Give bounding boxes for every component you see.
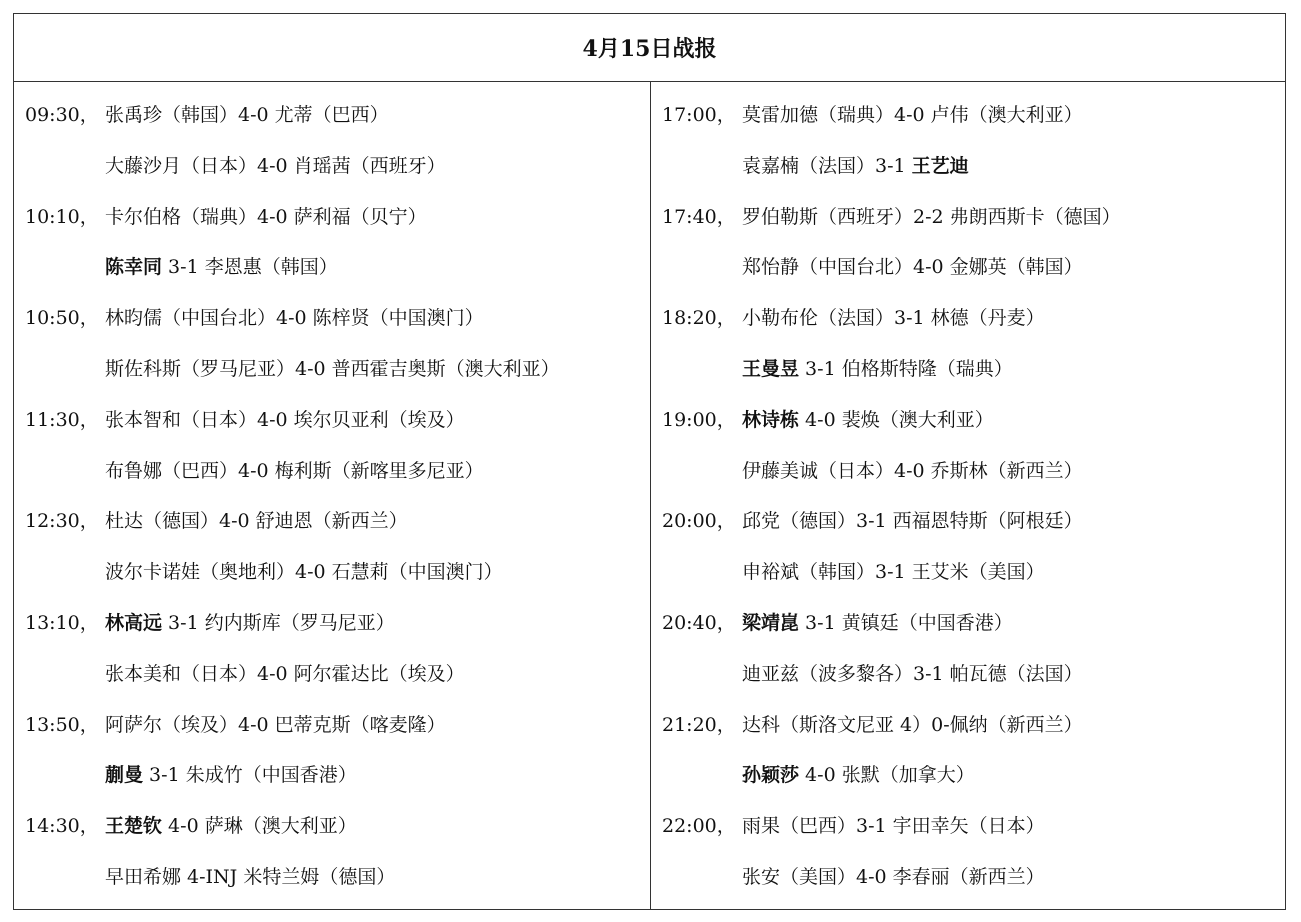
match-time: 13:50， xyxy=(25,713,99,736)
match-line xyxy=(662,750,1285,801)
match-time: 13:10， xyxy=(25,611,99,634)
match-result xyxy=(105,801,357,852)
match-result xyxy=(742,700,1083,751)
match-result xyxy=(105,852,395,903)
morning-column xyxy=(14,82,651,909)
player-name-highlight: 王曼昱 xyxy=(742,357,800,380)
match-result-text: 雨果（巴西）3-1 宇田幸矢（日本） xyxy=(742,815,1045,838)
match-indent xyxy=(25,446,105,497)
match-time: 11:30， xyxy=(25,408,99,431)
match-time: 14:30， xyxy=(25,815,99,838)
match-time: 17:00， xyxy=(662,104,736,126)
match-line xyxy=(25,750,650,801)
match-result xyxy=(105,141,446,192)
match-line xyxy=(25,90,650,141)
match-result-text: 阿萨尔（埃及）4-0 巴蒂克斯（喀麦隆） xyxy=(105,713,446,736)
match-line xyxy=(662,700,1285,751)
match-result xyxy=(105,242,338,293)
match-indent xyxy=(662,649,742,700)
match-result xyxy=(742,852,1045,903)
match-time: 12:30， xyxy=(25,510,99,533)
match-result xyxy=(105,344,560,395)
match-line xyxy=(662,90,1285,141)
report-title: 4月15日战报 xyxy=(14,14,1285,82)
match-line xyxy=(25,801,650,852)
match-result xyxy=(742,598,1013,649)
match-result xyxy=(105,293,484,344)
player-name-highlight: 王楚钦 xyxy=(105,815,163,838)
match-line xyxy=(662,649,1285,700)
match-result-text: 4-0 张默（加拿大） xyxy=(799,764,975,787)
match-line xyxy=(662,344,1285,395)
match-result xyxy=(105,700,446,751)
match-time: 17:40， xyxy=(662,205,736,228)
match-result-text: 小勒布伦（法国）3-1 林德（丹麦） xyxy=(742,307,1045,330)
match-result xyxy=(742,446,1083,497)
match-result-text: 3-1 伯格斯特隆（瑞典） xyxy=(799,357,1013,380)
match-result-text: 罗伯勒斯（西班牙）2-2 弗朗西斯卡（德国） xyxy=(742,205,1121,228)
player-name-highlight: 梁靖崑 xyxy=(742,611,800,634)
match-line xyxy=(25,192,650,243)
match-result-text: 邱党（德国）3-1 西福恩特斯（阿根廷） xyxy=(742,510,1083,533)
match-report-table xyxy=(13,13,1286,910)
match-result-text: 3-1 约内斯库（罗马尼亚） xyxy=(162,611,395,634)
report-body xyxy=(14,82,1285,909)
match-result xyxy=(105,192,427,243)
match-line xyxy=(662,446,1285,497)
match-line xyxy=(662,801,1285,852)
match-line xyxy=(25,344,650,395)
match-result-text: 斯佐科斯（罗马尼亚）4-0 普西霍吉奥斯（澳大利亚） xyxy=(105,357,560,380)
match-result xyxy=(105,496,408,547)
match-result-text: 波尔卡诺娃（奥地利）4-0 石慧莉（中国澳门） xyxy=(105,561,503,584)
player-name-highlight: 陈幸同 xyxy=(105,256,163,279)
match-line xyxy=(662,547,1285,598)
match-result xyxy=(105,90,389,141)
match-result-text: 郑怡静（中国台北）4-0 金娜英（韩国） xyxy=(742,256,1083,279)
match-indent xyxy=(662,242,742,293)
match-result xyxy=(742,344,1013,395)
match-result-text: 大藤沙月（日本）4-0 肖瑶茜（西班牙） xyxy=(105,154,446,177)
match-result-text: 莫雷加德（瑞典）4-0 卢伟（澳大利亚） xyxy=(742,104,1083,126)
match-time: 10:50， xyxy=(25,307,99,330)
match-line xyxy=(662,192,1285,243)
match-result-text: 伊藤美诚（日本）4-0 乔斯林（新西兰） xyxy=(742,459,1083,482)
match-result-text: 早田希娜 4-INJ 米特兰姆（德国） xyxy=(105,865,396,888)
match-indent xyxy=(25,649,105,700)
match-line xyxy=(25,598,650,649)
match-indent xyxy=(662,141,742,192)
match-line xyxy=(25,496,650,547)
match-line xyxy=(662,496,1285,547)
match-result-text: 3-1 李恩惠（韩国） xyxy=(162,256,338,279)
match-result-text: 张禹珍（韩国）4-0 尤蒂（巴西） xyxy=(105,104,389,126)
match-line xyxy=(662,395,1285,446)
match-result xyxy=(742,293,1045,344)
match-time: 18:20， xyxy=(662,307,736,330)
match-result xyxy=(742,242,1083,293)
match-line xyxy=(662,141,1285,192)
match-result xyxy=(742,90,1083,141)
match-indent xyxy=(25,141,105,192)
match-time: 10:10， xyxy=(25,205,99,228)
match-line xyxy=(25,293,650,344)
match-line xyxy=(25,141,650,192)
match-indent xyxy=(662,750,742,801)
match-result xyxy=(742,547,1045,598)
match-result xyxy=(742,496,1083,547)
match-result xyxy=(742,649,1083,700)
match-line xyxy=(25,852,650,903)
match-result xyxy=(742,801,1045,852)
match-result-text: 张本智和（日本）4-0 埃尔贝亚利（埃及） xyxy=(105,408,465,431)
match-result xyxy=(742,750,975,801)
match-line xyxy=(25,446,650,497)
match-line xyxy=(662,242,1285,293)
match-time: 20:40， xyxy=(662,611,736,634)
match-result xyxy=(105,598,395,649)
match-indent xyxy=(25,750,105,801)
match-indent xyxy=(662,446,742,497)
match-result-text: 张安（美国）4-0 李春丽（新西兰） xyxy=(742,865,1045,888)
match-line xyxy=(662,852,1285,903)
match-result-text: 3-1 朱成竹（中国香港） xyxy=(143,764,357,787)
match-result-text: 3-1 黄镇廷（中国香港） xyxy=(799,611,1013,634)
player-name-highlight: 林诗栋 xyxy=(742,408,800,431)
match-result-text: 林昀儒（中国台北）4-0 陈梓贤（中国澳门） xyxy=(105,307,484,330)
match-result xyxy=(742,192,1121,243)
match-result-text: 袁嘉楠（法国）3-1 xyxy=(742,154,912,177)
match-time: 19:00， xyxy=(662,408,736,431)
player-name-highlight: 孙颖莎 xyxy=(742,764,800,787)
match-line xyxy=(662,598,1285,649)
match-result-text: 张本美和（日本）4-0 阿尔霍达比（埃及） xyxy=(105,662,465,685)
match-result-text: 迪亚兹（波多黎各）3-1 帕瓦德（法国） xyxy=(742,662,1083,685)
match-result xyxy=(742,395,994,446)
match-time: 21:20， xyxy=(662,713,736,736)
match-indent xyxy=(662,344,742,395)
match-result xyxy=(105,750,357,801)
match-line xyxy=(25,395,650,446)
match-time: 22:00， xyxy=(662,815,736,838)
match-result-text: 4-0 萨琳（澳大利亚） xyxy=(162,815,357,838)
match-result-text: 卡尔伯格（瑞典）4-0 萨利福（贝宁） xyxy=(105,205,427,228)
match-result xyxy=(105,395,465,446)
match-indent xyxy=(25,344,105,395)
evening-column xyxy=(651,82,1285,909)
match-result xyxy=(742,141,969,192)
match-result-text: 4-0 裴焕（澳大利亚） xyxy=(799,408,994,431)
match-line xyxy=(25,649,650,700)
match-result-text: 申裕斌（韩国）3-1 王艾米（美国） xyxy=(742,561,1045,584)
match-indent xyxy=(662,547,742,598)
match-indent xyxy=(25,242,105,293)
match-time: 20:00， xyxy=(662,510,736,533)
match-result-text: 杜达（德国）4-0 舒迪恩（新西兰） xyxy=(105,510,408,533)
match-time: 09:30， xyxy=(25,104,99,126)
match-line xyxy=(25,700,650,751)
match-line xyxy=(25,547,650,598)
match-indent xyxy=(25,852,105,903)
match-result xyxy=(105,547,503,598)
match-indent xyxy=(25,547,105,598)
match-indent xyxy=(662,852,742,903)
player-name-highlight: 林高远 xyxy=(105,611,163,634)
match-result-text: 布鲁娜（巴西）4-0 梅利斯（新喀里多尼亚） xyxy=(105,459,484,482)
match-line xyxy=(662,293,1285,344)
match-line xyxy=(25,242,650,293)
player-name-highlight: 王艺迪 xyxy=(911,154,969,177)
match-result xyxy=(105,649,465,700)
match-result-text: 达科（斯洛文尼亚 4）0-佩纳（新西兰） xyxy=(742,713,1083,736)
player-name-highlight: 蒯曼 xyxy=(105,764,144,787)
match-result xyxy=(105,446,484,497)
